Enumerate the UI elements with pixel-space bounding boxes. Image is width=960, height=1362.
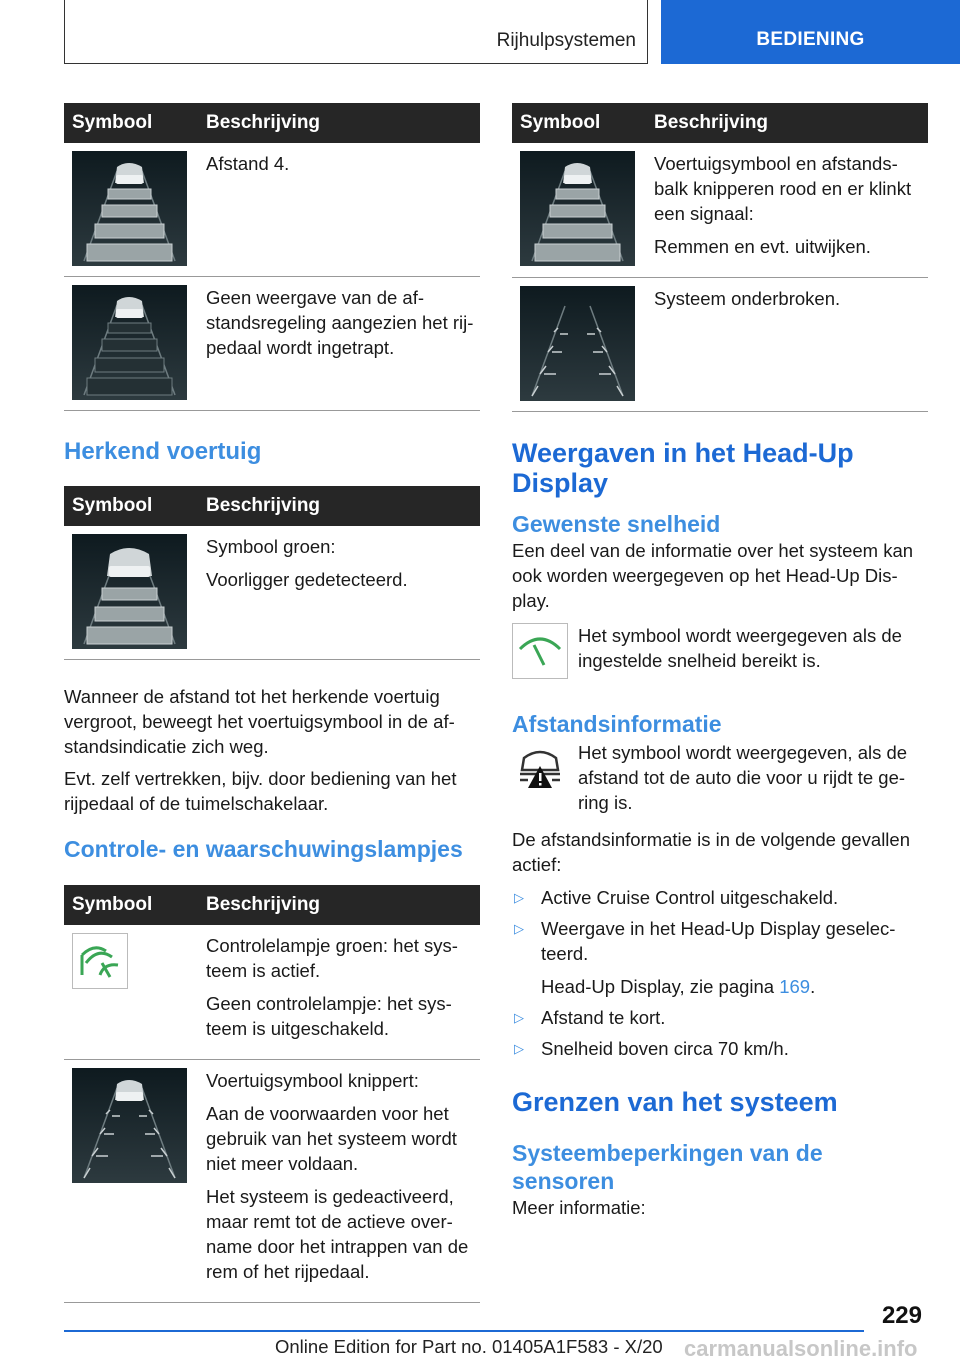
row-text: Afstand 4. [206,153,290,174]
paragraph: De afstandsinformatie is in de volgende gevallen actief: [512,829,910,875]
row-text: Voertuigsymbool knippert: [206,1070,419,1091]
lamps-table [64,885,480,1303]
row-text: Remmen en evt. uitwijken. [654,236,871,257]
paragraph: Een deel van de informatie over het systeem kan ook worden weergegeven op het Head-Up Dis-play. [512,540,914,611]
warning-table [512,103,928,412]
table-row [64,277,480,411]
table-row [64,143,480,277]
vehicle-detected-icon [72,534,187,649]
row-text: Aan de voorwaarden voor het gebruik van het systeem wordt niet meer voldaan. [206,1103,457,1174]
speed-icon-row [512,623,928,684]
col-header-description: Beschrijving [196,885,480,925]
row-text: Voorligger gedetecteerd. [206,569,408,590]
list-item: ▷ Weergave in het Head-Up Display geselec-teerd. Head-Up Display, zie pagina 169. [512,916,928,999]
distance-icon-text: Het symbool wordt weergegeven, als de afstand tot de auto die voor u rijdt te ge-ring is. [578,742,908,813]
heading-afstandsinformatie: Afstandsinformatie [512,711,722,737]
col-header-description: Beschrijving [644,103,928,143]
table-row [64,1060,480,1303]
heading-herkend-voertuig: Herkend voertuig [64,438,262,465]
hud-reference: Head-Up Display, zie pagina 169. [541,976,816,997]
footer-edition: Online Edition for Part no. 01405A1F583 - X/20 [275,1336,663,1357]
distance-none-icon [72,285,187,400]
row-text: Symbool groen: [206,536,336,557]
paragraph: Meer informatie: [512,1197,646,1218]
vehicle-flashing-icon [72,1068,187,1183]
table-row [512,278,928,412]
heading-controle-lampjes: Controle- en waarschuwingslampjes [64,836,463,862]
col-header-description: Beschrijving [196,486,480,526]
vehicle-table [64,486,480,660]
col-header-symbol: Symbool [64,885,196,925]
speed-icon-text: Het symbool wordt weergegeven als de ingestelde snelheid bereikt is. [578,625,902,671]
vehicle-red-warning-icon [520,151,635,266]
row-text: Systeem onderbroken. [654,288,841,309]
left-column [64,103,480,1303]
list-item: ▷ Active Cruise Control uitgeschakeld. [514,887,839,908]
list-item: ▷ Snelheid boven circa 70 km/h. [514,1038,789,1059]
row-text: Geen controlelampje: het sys-teem is uitgeschakeld. [206,993,452,1039]
paragraph: Evt. zelf vertrekken, bijv. door bediening van het rijpedaal of de tuimelschakelaar. [64,768,457,814]
header-section-title: Rijhulpsystemen [496,30,636,51]
distance-warning-icon [512,740,568,796]
distance-4-icon [72,151,187,266]
paragraph: Wanneer de afstand tot het herkende voertuig vergroot, beweegt het voertuigsymbool in de af-standsindicatie zich weg. [64,686,455,757]
list-item: ▷ Afstand te kort. [514,1007,666,1028]
table-row [512,143,928,278]
distance-table [64,103,480,411]
col-header-symbol: Symbool [512,103,644,143]
right-column [512,103,928,1220]
heading-gewenste-snelheid: Gewenste snelheid [512,511,721,537]
row-text: Controlelampje groen: het sys-teem is actief. [206,935,458,981]
heading-head-up-display: Weergaven in het Head-Up Display [512,438,854,498]
page-link[interactable]: 169 [779,976,811,997]
page-number: 229 [881,1302,922,1329]
row-text: Geen weergave van de af-standsregeling aangezien het rij-pedaal wordt ingetrapt. [206,287,474,358]
table-row [64,925,480,1060]
footer-divider [64,1330,864,1332]
speed-reached-icon [512,623,568,679]
conditions-list [512,885,928,1061]
system-interrupted-icon [520,286,635,401]
distance-icon-row [512,740,928,815]
heading-grenzen: Grenzen van het systeem [512,1087,838,1117]
heading-sensoren: Systeembeperkingen van de sensoren [512,1140,823,1194]
col-header-symbol: Symbool [64,486,196,526]
col-header-description: Beschrijving [196,103,480,143]
watermark: carmanualsonline.info [684,1336,918,1361]
header-tab-bediening[interactable]: BEDIENING [661,0,960,64]
table-row [64,526,480,660]
row-text: Het systeem is gedeactiveerd, maar remt tot de actieve over-name door het intrappen van de rem of het rijpedaal. [206,1186,469,1282]
row-text: Voertuigsymbool en afstands-balk knipperen rood en er klinkt een signaal: [654,153,912,224]
control-lamp-icon [72,933,128,989]
col-header-symbol: Symbool [64,103,196,143]
